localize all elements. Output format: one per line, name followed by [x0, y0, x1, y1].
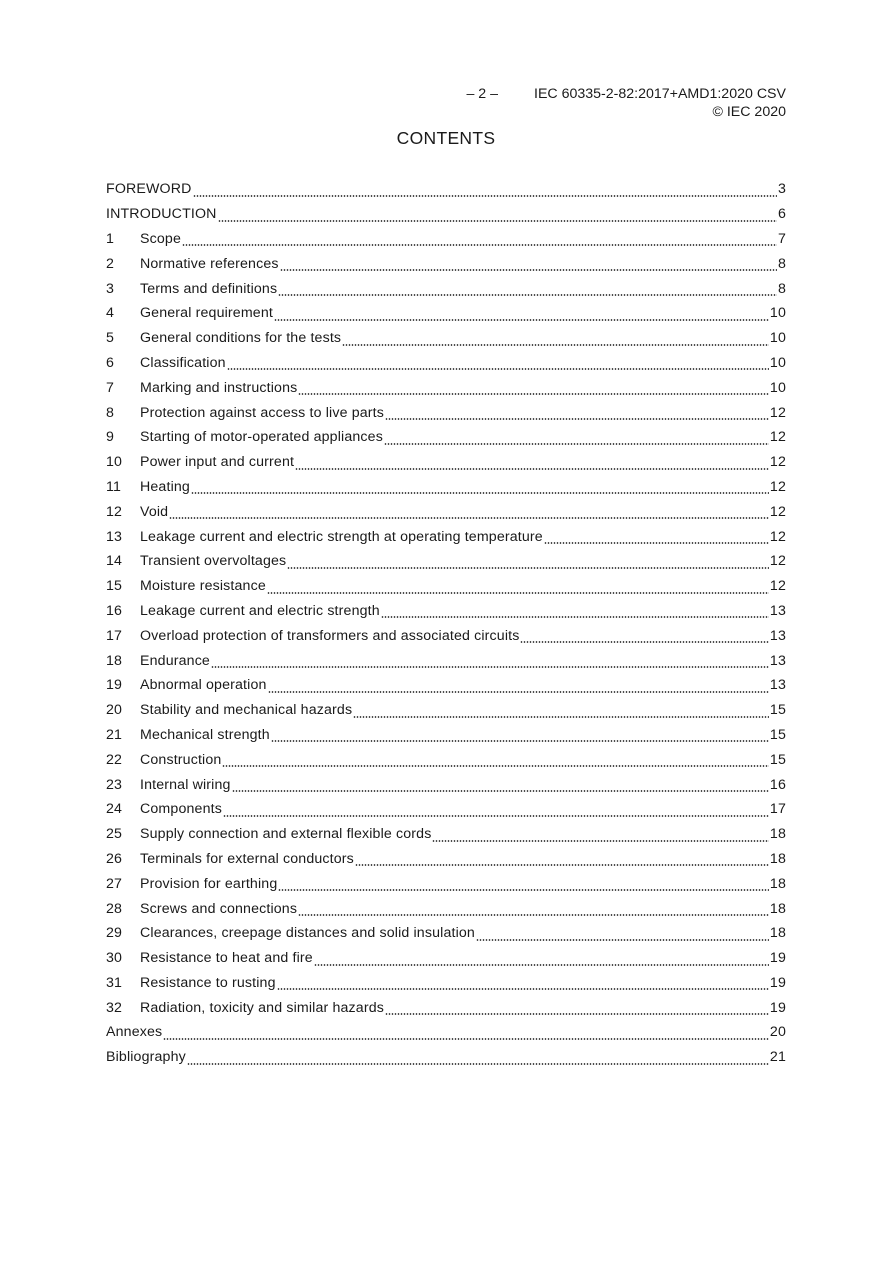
toc-entry-page: 13	[769, 627, 786, 644]
toc-entry-label: Mechanical strength	[140, 726, 270, 743]
toc-entry-page: 12	[769, 578, 786, 595]
toc-entry-page: 10	[769, 305, 786, 322]
toc-entry-page: 18	[769, 875, 786, 892]
toc-entry[interactable]	[106, 301, 786, 326]
toc-entry[interactable]	[106, 475, 786, 500]
toc-entry[interactable]	[106, 946, 786, 971]
dot-leader	[298, 914, 769, 916]
toc-entry[interactable]	[106, 400, 786, 425]
toc-entry-page: 10	[769, 354, 786, 371]
dot-leader	[169, 517, 769, 519]
toc-entry[interactable]	[106, 648, 786, 673]
toc-entry-page: 7	[777, 230, 786, 247]
dot-leader	[544, 542, 769, 544]
toc-entry[interactable]	[106, 995, 786, 1020]
toc-entry-number: 18	[106, 652, 123, 669]
dot-leader	[314, 964, 769, 966]
dot-leader	[277, 988, 769, 990]
toc-entry-number: 3	[106, 280, 115, 297]
toc-entry[interactable]	[106, 375, 786, 400]
toc-entry-label: Annexes	[106, 1024, 163, 1041]
toc-entry-number: 9	[106, 429, 115, 446]
toc-entry-label: Resistance to rusting	[140, 974, 276, 991]
dot-leader	[432, 840, 768, 842]
toc-entry-number: 20	[106, 702, 123, 719]
toc-entry-page: 12	[769, 429, 786, 446]
dot-leader	[385, 1013, 769, 1015]
toc-entry-label: General conditions for the tests	[140, 330, 342, 347]
toc-entry[interactable]	[106, 227, 786, 252]
toc-entry-page: 8	[777, 255, 786, 272]
toc-entry-page: 18	[769, 900, 786, 917]
toc-entry-page: 12	[769, 553, 786, 570]
toc-entry[interactable]	[106, 599, 786, 624]
dot-leader	[381, 616, 769, 618]
toc-entry-page: 21	[769, 1049, 786, 1066]
toc-entry[interactable]	[106, 202, 786, 227]
toc-entry[interactable]	[106, 499, 786, 524]
toc-entry-page: 18	[769, 850, 786, 867]
toc-entry-label: Supply connection and external flexible cords	[140, 826, 432, 843]
dot-leader	[295, 468, 769, 470]
toc-entry-number: 5	[106, 330, 115, 347]
dot-leader	[218, 220, 777, 222]
toc-entry-number: 30	[106, 950, 123, 967]
dot-leader	[274, 319, 769, 321]
toc-entry-number: 16	[106, 602, 123, 619]
toc-entry-page: 10	[769, 379, 786, 396]
toc-entry-number: 14	[106, 553, 123, 570]
toc-entry-page: 12	[769, 503, 786, 520]
dot-leader	[476, 939, 769, 941]
dot-leader	[287, 567, 769, 569]
toc-entry-label: Normative references	[140, 255, 279, 272]
toc-entry[interactable]	[106, 574, 786, 599]
toc-entry-label: Overload protection of transformers and associated circuits	[140, 627, 520, 644]
dot-leader	[222, 765, 768, 767]
toc-entry[interactable]	[106, 326, 786, 351]
toc-entry-page: 13	[769, 677, 786, 694]
toc-entry-label: INTRODUCTION	[106, 206, 217, 223]
toc-entry-page: 16	[769, 776, 786, 793]
toc-entry-page: 3	[777, 181, 786, 198]
toc-entry-page: 15	[769, 702, 786, 719]
toc-entry-number: 11	[106, 478, 122, 495]
toc-entry-number: 31	[106, 974, 123, 991]
dot-leader	[278, 294, 777, 296]
toc-entry-label: General requirement	[140, 305, 273, 322]
toc-entry-page: 12	[769, 454, 786, 471]
dot-leader	[520, 641, 768, 643]
toc-entry-label: Components	[140, 801, 222, 818]
dot-leader	[267, 592, 769, 594]
toc-entry-page: 12	[769, 404, 786, 421]
dot-leader	[355, 864, 769, 866]
toc-entry-number: 32	[106, 999, 123, 1016]
toc-entry-label: Classification	[140, 354, 226, 371]
toc-entry[interactable]	[106, 698, 786, 723]
toc-entry-page: 13	[769, 652, 786, 669]
toc-entry-label: Stability and mechanical hazards	[140, 702, 353, 719]
toc-entry-number: 1	[106, 230, 115, 247]
toc-entry[interactable]	[106, 772, 786, 797]
toc-entry[interactable]	[106, 673, 786, 698]
toc-entry-number: 22	[106, 751, 123, 768]
toc-entry-number: 13	[106, 528, 123, 545]
dot-leader	[271, 740, 769, 742]
toc-entry-page: 17	[769, 801, 786, 818]
dot-leader	[193, 195, 777, 197]
toc-entry-number: 12	[106, 503, 123, 520]
toc-entry-label: Abnormal operation	[140, 677, 267, 694]
toc-entry-label: Leakage current and electric strength at operating temperature	[140, 528, 543, 545]
toc-entry[interactable]	[106, 723, 786, 748]
toc-entry-label: Scope	[140, 230, 181, 247]
toc-entry-page: 10	[769, 330, 786, 347]
dot-leader	[280, 269, 777, 271]
toc-entry-number: 6	[106, 354, 115, 371]
toc-entry-page: 15	[769, 726, 786, 743]
toc-entry-page: 6	[777, 206, 786, 223]
toc-entry[interactable]	[106, 549, 786, 574]
toc-entry-page: 18	[769, 925, 786, 942]
dot-leader	[268, 691, 769, 693]
toc-entry[interactable]	[106, 896, 786, 921]
dot-leader	[298, 393, 769, 395]
toc-entry[interactable]	[106, 971, 786, 996]
toc-entry[interactable]	[106, 871, 786, 896]
toc-entry-label: Starting of motor-operated appliances	[140, 429, 383, 446]
dot-leader	[191, 492, 769, 494]
toc-entry-label: Construction	[140, 751, 222, 768]
toc-entry-page: 12	[769, 478, 786, 495]
toc-entry-number: 21	[106, 726, 123, 743]
toc-entry-page: 18	[769, 826, 786, 843]
toc-entry-label: Provision for earthing	[140, 875, 278, 892]
toc-entry-page: 12	[769, 528, 786, 545]
toc-entry-number: 28	[106, 900, 123, 917]
toc-entry-number: 27	[106, 875, 123, 892]
toc-entry-label: Leakage current and electric strength	[140, 602, 380, 619]
dot-leader	[385, 418, 769, 420]
toc-entry-label: Marking and instructions	[140, 379, 298, 396]
toc-entry-label: Transient overvoltages	[140, 553, 287, 570]
toc-entry-number: 19	[106, 677, 123, 694]
toc-entry[interactable]	[106, 276, 786, 301]
toc-entry-page: 19	[769, 950, 786, 967]
toc-entry[interactable]	[106, 251, 786, 276]
page-title: CONTENTS	[396, 128, 496, 148]
dot-leader	[232, 790, 769, 792]
toc-entry-number: 23	[106, 776, 123, 793]
dot-leader	[278, 889, 769, 891]
table-of-contents	[106, 177, 786, 1070]
toc-entry[interactable]	[106, 822, 786, 847]
toc-entry-label: Clearances, creepage distances and solid insulation	[140, 925, 475, 942]
toc-entry[interactable]	[106, 797, 786, 822]
document-id: IEC 60335-2-82:2017+AMD1:2020 CSV	[534, 86, 786, 102]
dot-leader	[342, 344, 769, 346]
toc-entry-number: 25	[106, 826, 123, 843]
toc-entry-label: Void	[140, 503, 169, 520]
toc-entry[interactable]	[106, 623, 786, 648]
toc-entry-label: Endurance	[140, 652, 210, 669]
toc-entry-label: Resistance to heat and fire	[140, 950, 313, 967]
dot-leader	[223, 815, 769, 817]
dot-leader	[353, 716, 769, 718]
toc-entry-label: Screws and connections	[140, 900, 298, 917]
toc-entry[interactable]	[106, 450, 786, 475]
toc-entry-number: 7	[106, 379, 115, 396]
toc-entry[interactable]	[106, 351, 786, 376]
toc-entry-page: 20	[769, 1024, 786, 1041]
toc-entry[interactable]	[106, 747, 786, 772]
toc-entry-label: Protection against access to live parts	[140, 404, 385, 421]
header-row	[466, 85, 786, 103]
toc-entry-label: Heating	[140, 478, 190, 495]
toc-entry-number: 24	[106, 801, 123, 818]
toc-entry-label: Bibliography	[106, 1049, 186, 1066]
toc-entry-number: 17	[106, 627, 123, 644]
toc-entry-number: 8	[106, 404, 115, 421]
toc-entry-label: Terms and definitions	[140, 280, 278, 297]
copyright-notice: © IEC 2020	[712, 104, 786, 120]
toc-entry-number: 29	[106, 925, 123, 942]
toc-entry-page: 13	[769, 602, 786, 619]
toc-entry-page: 19	[769, 974, 786, 991]
toc-entry-number: 2	[106, 255, 115, 272]
toc-entry-page: 8	[777, 280, 786, 297]
toc-entry-number: 26	[106, 850, 123, 867]
toc-entry-number: 15	[106, 578, 123, 595]
page-number-label: – 2 –	[466, 86, 498, 102]
toc-entry[interactable]	[106, 524, 786, 549]
toc-entry[interactable]	[106, 921, 786, 946]
toc-entry-label: Moisture resistance	[140, 578, 266, 595]
dot-leader	[182, 244, 777, 246]
dot-leader	[227, 368, 769, 370]
toc-entry-number: 4	[106, 305, 115, 322]
toc-entry-label: Power input and current	[140, 454, 295, 471]
toc-entry[interactable]	[106, 847, 786, 872]
toc-entry-page: 15	[769, 751, 786, 768]
dot-leader	[187, 1063, 769, 1065]
toc-entry-label: Radiation, toxicity and similar hazards	[140, 999, 384, 1016]
dot-leader	[211, 666, 769, 668]
dot-leader	[163, 1038, 769, 1040]
toc-entry-label: FOREWORD	[106, 181, 192, 198]
toc-entry[interactable]	[106, 1020, 786, 1045]
toc-entry[interactable]	[106, 425, 786, 450]
toc-entry-label: Internal wiring	[140, 776, 231, 793]
toc-entry[interactable]	[106, 177, 786, 202]
toc-entry-label: Terminals for external conductors	[140, 850, 354, 867]
dot-leader	[384, 443, 769, 445]
page-header	[466, 85, 786, 121]
toc-entry-number: 10	[106, 454, 123, 471]
toc-entry[interactable]	[106, 1045, 786, 1070]
toc-entry-page: 19	[769, 999, 786, 1016]
